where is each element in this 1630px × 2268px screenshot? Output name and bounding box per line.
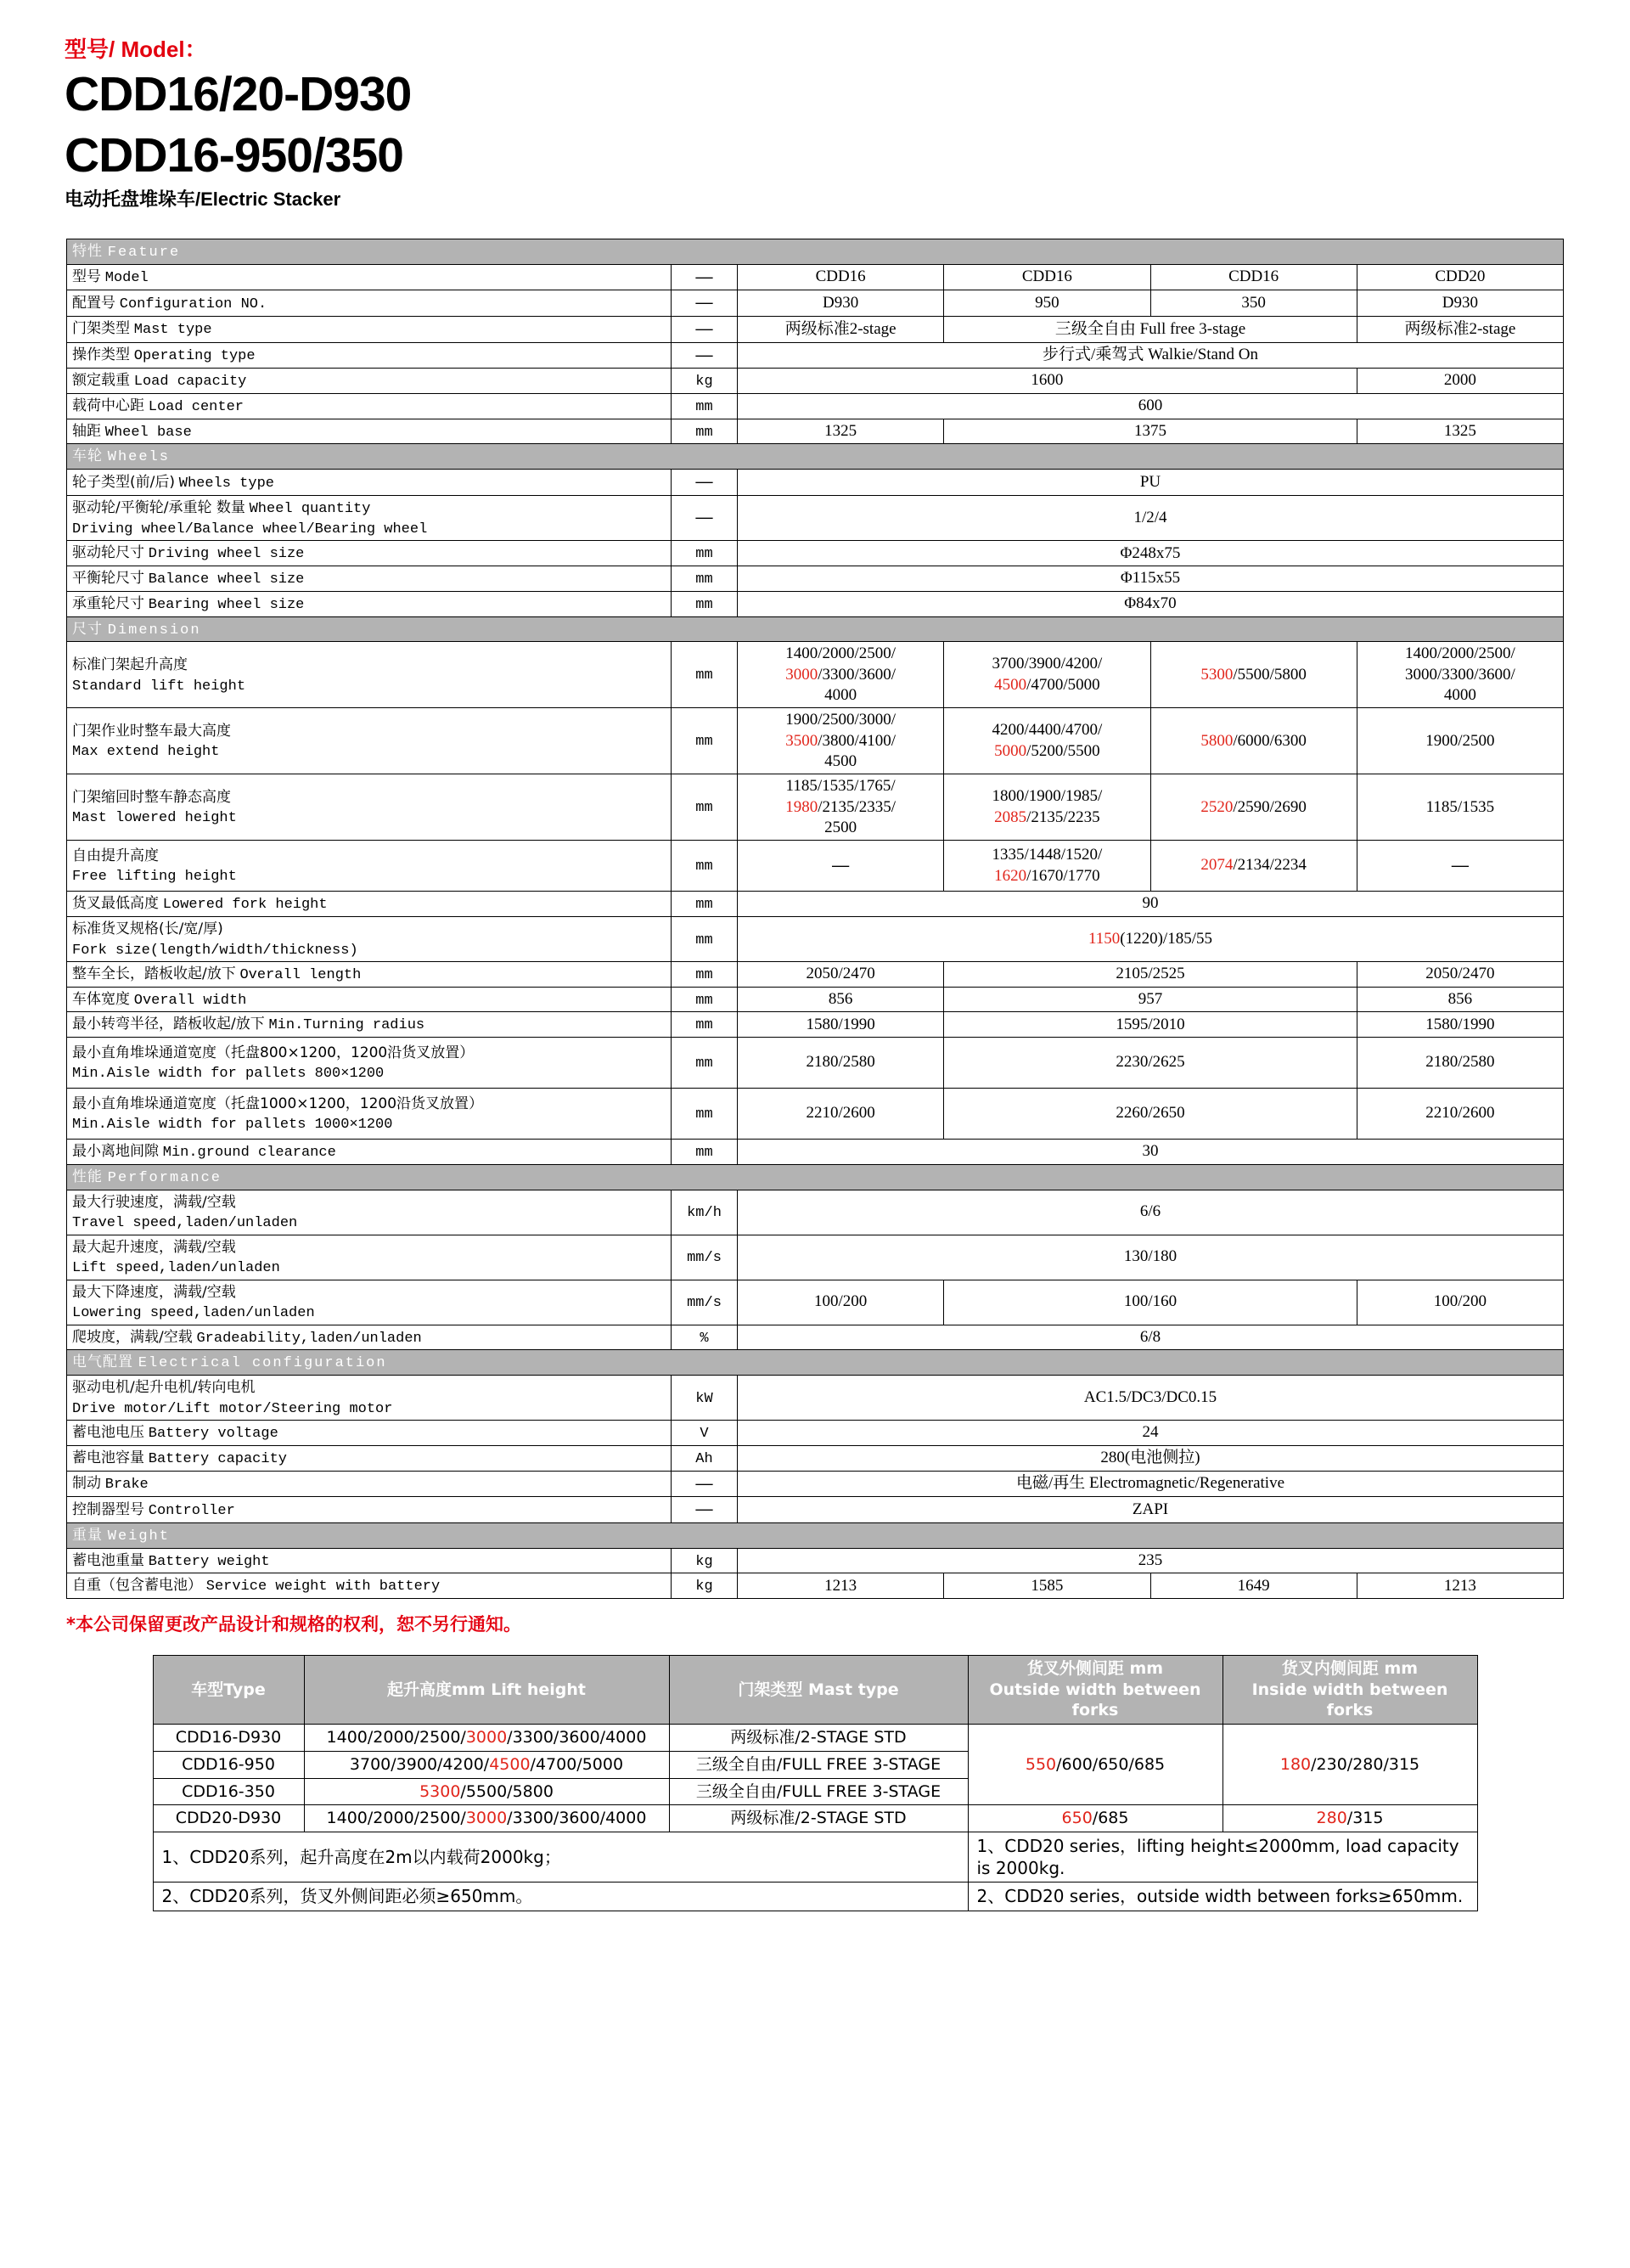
spec-row-value: 1585 (944, 1573, 1150, 1599)
spec-row-value: CDD16 (1150, 264, 1357, 290)
specification-table (66, 239, 1564, 1599)
spec-row (67, 264, 1564, 290)
spec-row-label: 平衡轮尺寸 Balance wheel size (67, 566, 672, 592)
spec-row (67, 591, 1564, 616)
section-title: 重量 Weight (67, 1522, 1564, 1548)
spec-row-value: 130/180 (738, 1235, 1564, 1280)
spec-row-value: 2074/2134/2234 (1150, 841, 1357, 892)
spec-row-value: 1335/1448/1520/ 1620/1670/1770 (944, 841, 1150, 892)
spec-row-unit: mm (672, 708, 738, 774)
spec-row-unit: % (672, 1325, 738, 1350)
spec-row-value: 1400/2000/2500/ 3000/3300/3600/ 4000 (738, 642, 944, 708)
spec-row-label: 最小离地间隙 Min.ground clearance (67, 1140, 672, 1165)
spec-row-unit: mm (672, 1140, 738, 1165)
spec-row-label: 最大下降速度，满载/空载 Lowering speed,laden/unladen (67, 1280, 672, 1325)
spec-section-header (67, 1522, 1564, 1548)
spec-row-value: 1595/2010 (944, 1012, 1357, 1038)
spec-row-value: 1800/1900/1985/ 2085/2135/2235 (944, 774, 1150, 841)
spec-row (67, 393, 1564, 419)
spec-row-value: 6/6 (738, 1190, 1564, 1235)
bottom-note-cn: 2、CDD20系列，货叉外侧间距必须≥650mm。 (153, 1882, 968, 1911)
spec-row-label: 驱动电机/起升电机/转向电机 Drive motor/Lift motor/Steering motor (67, 1376, 672, 1421)
spec-row-label: 蓄电池重量 Battery weight (67, 1548, 672, 1573)
bottom-note-row (153, 1832, 1477, 1882)
spec-row (67, 987, 1564, 1012)
spec-row-value: CDD16 (738, 264, 944, 290)
spec-row-label: 额定载重 Load capacity (67, 369, 672, 394)
spec-row-value: 2050/2470 (1357, 961, 1563, 987)
spec-row (67, 841, 1564, 892)
spec-row-value: 1580/1990 (1357, 1012, 1563, 1038)
spec-row-unit: mm (672, 774, 738, 841)
spec-row-value: 30 (738, 1140, 1564, 1165)
spec-row-value: 2210/2600 (1357, 1089, 1563, 1140)
spec-row-unit: mm (672, 841, 738, 892)
spec-row-value: 两级标准2-stage (1357, 317, 1563, 343)
spec-row-value: 6/8 (738, 1325, 1564, 1350)
bottom-type-cell: CDD20-D930 (153, 1805, 304, 1832)
spec-row (67, 369, 1564, 394)
spec-row-unit: — (672, 470, 738, 496)
spec-row-value: 1213 (1357, 1573, 1563, 1599)
spec-row (67, 419, 1564, 444)
spec-section-header (67, 444, 1564, 470)
spec-row-label: 整车全长，踏板收起/放下 Overall length (67, 961, 672, 987)
spec-row-unit: mm (672, 892, 738, 917)
spec-row-label: 蓄电池电压 Battery voltage (67, 1421, 672, 1446)
spec-row-value: 4200/4400/4700/ 5000/5200/5500 (944, 708, 1150, 774)
section-title: 性能 Performance (67, 1164, 1564, 1190)
bottom-table-header-cell: 货叉外侧间距 mm Outside width between forks (968, 1656, 1222, 1725)
spec-row (67, 1421, 1564, 1446)
spec-row-value: 100/200 (1357, 1280, 1563, 1325)
spec-row-unit: mm (672, 419, 738, 444)
spec-row-value: D930 (1357, 290, 1563, 317)
spec-row-value: CDD20 (1357, 264, 1563, 290)
model-label: 型号/ Model： (65, 37, 207, 62)
spec-row-unit: mm (672, 642, 738, 708)
spec-row-value: 2520/2590/2690 (1150, 774, 1357, 841)
spec-row-label: 蓄电池容量 Battery capacity (67, 1445, 672, 1471)
spec-row-unit: — (672, 1497, 738, 1523)
spec-row (67, 1089, 1564, 1140)
spec-row-label: 承重轮尺寸 Bearing wheel size (67, 591, 672, 616)
spec-row-value: 1325 (1357, 419, 1563, 444)
spec-row-value: 1213 (738, 1573, 944, 1599)
bottom-type-cell: CDD16-350 (153, 1778, 304, 1805)
bottom-lift-height-cell: 1400/2000/2500/3000/3300/3600/4000 (304, 1805, 669, 1832)
spec-row-value: 电磁/再生 Electromagnetic/Regenerative (738, 1471, 1564, 1497)
bottom-lift-height-cell: 5300/5500/5800 (304, 1778, 669, 1805)
spec-row-value: — (1357, 841, 1563, 892)
spec-row-label: 货叉最低高度 Lowered fork height (67, 892, 672, 917)
product-subtitle: 电动托盘堆垛车/Electric Stacker (65, 189, 341, 211)
spec-row-unit: kg (672, 369, 738, 394)
bottom-lift-height-cell: 3700/3900/4200/4500/4700/5000 (304, 1751, 669, 1778)
spec-row (67, 566, 1564, 592)
spec-row-value: 100/200 (738, 1280, 944, 1325)
spec-row-label: 标准货叉规格(长/宽/厚) Fork size(length/width/thickness) (67, 916, 672, 961)
spec-row-value: — (738, 841, 944, 892)
spec-row-unit: Ah (672, 1445, 738, 1471)
spec-section-header (67, 1350, 1564, 1376)
spec-row-value: 1185/1535 (1357, 774, 1563, 841)
spec-row-unit: — (672, 317, 738, 343)
spec-row (67, 708, 1564, 774)
spec-row-value: 3700/3900/4200/ 4500/4700/5000 (944, 642, 1150, 708)
bottom-outside-width-cell: 650/685 (968, 1805, 1222, 1832)
spec-row-label: 型号 Model (67, 264, 672, 290)
spec-row-value: 957 (944, 987, 1357, 1012)
bottom-type-cell: CDD16-D930 (153, 1725, 304, 1752)
section-title: 特性 Feature (67, 239, 1564, 265)
spec-row (67, 1140, 1564, 1165)
spec-row-unit: kg (672, 1548, 738, 1573)
bottom-table-header-row (153, 1656, 1477, 1725)
spec-row-value: Φ84x70 (738, 591, 1564, 616)
spec-row-value: 两级标准2-stage (738, 317, 944, 343)
spec-row-label: 车体宽度 Overall width (67, 987, 672, 1012)
spec-row-value: Φ248x75 (738, 541, 1564, 566)
spec-row (67, 290, 1564, 317)
bottom-mast-type-cell: 两级标准/2-STAGE STD (669, 1805, 968, 1832)
bottom-note-en: 1、CDD20 series，lifting height≤2000mm, load capacity is 2000kg. (968, 1832, 1477, 1882)
spec-row-label: 自由提升高度 Free lifting height (67, 841, 672, 892)
spec-row-value: 2180/2580 (738, 1038, 944, 1089)
section-title: 电气配置 Electrical configuration (67, 1350, 1564, 1376)
spec-row-value: 2000 (1357, 369, 1563, 394)
spec-row-label: 最小转弯半径，踏板收起/放下 Min.Turning radius (67, 1012, 672, 1038)
spec-row (67, 1471, 1564, 1497)
spec-row-label: 最大行驶速度，满载/空载 Travel speed,laden/unladen (67, 1190, 672, 1235)
bottom-note-en: 2、CDD20 series，outside width between forks≥650mm. (968, 1882, 1477, 1911)
spec-row (67, 1376, 1564, 1421)
spec-row (67, 1325, 1564, 1350)
spec-row-value: 600 (738, 393, 1564, 419)
spec-row-unit: — (672, 495, 738, 541)
spec-row-value: ZAPI (738, 1497, 1564, 1523)
bottom-lift-height-cell: 1400/2000/2500/3000/3300/3600/4000 (304, 1725, 669, 1752)
spec-row-value: 1400/2000/2500/ 3000/3300/3600/ 4000 (1357, 642, 1563, 708)
section-title: 尺寸 Dimension (67, 616, 1564, 642)
spec-row (67, 916, 1564, 961)
model-title-primary: CDD16/20-D930 (65, 67, 412, 121)
spec-row-unit: kg (672, 1573, 738, 1599)
document-header (51, 32, 1579, 211)
spec-row-unit: — (672, 264, 738, 290)
spec-row-unit: mm (672, 393, 738, 419)
bottom-mast-type-cell: 三级全自由/FULL FREE 3-STAGE (669, 1778, 968, 1805)
bottom-table-wrap (51, 1655, 1579, 1911)
spec-row (67, 317, 1564, 343)
spec-row-label: 最大起升速度，满载/空载 Lift speed,laden/unladen (67, 1235, 672, 1280)
spec-row-value: 350 (1150, 290, 1357, 317)
disclaimer-text: *本公司保留更改产品设计和规格的权利，恕不另行通知。 (66, 1614, 521, 1635)
spec-row-value: 2260/2650 (944, 1089, 1357, 1140)
spec-row-value: 2105/2525 (944, 961, 1357, 987)
spec-row (67, 961, 1564, 987)
spec-row-value: Φ115x55 (738, 566, 1564, 592)
spec-row-value: 950 (944, 290, 1150, 317)
lift-height-matrix-table (153, 1655, 1478, 1911)
bottom-mast-type-cell: 三级全自由/FULL FREE 3-STAGE (669, 1751, 968, 1778)
spec-row-unit: mm (672, 1038, 738, 1089)
spec-row (67, 541, 1564, 566)
spec-row (67, 1497, 1564, 1523)
spec-row-value: D930 (738, 290, 944, 317)
spec-row-unit: km/h (672, 1190, 738, 1235)
spec-row-value: 步行式/乘驾式 Walkie/Stand On (738, 342, 1564, 369)
section-title: 车轮 Wheels (67, 444, 1564, 470)
model-title-secondary: CDD16-950/350 (65, 127, 403, 183)
spec-table-wrap (51, 239, 1579, 1599)
spec-row-unit: mm (672, 591, 738, 616)
bottom-inside-width-cell: 180/230/280/315 (1222, 1725, 1477, 1805)
spec-row-label: 标准门架起升高度 Standard lift height (67, 642, 672, 708)
spec-row (67, 1445, 1564, 1471)
spec-row-label: 驱动轮/平衡轮/承重轮 数量 Wheel quantity Driving wheel/Balance wheel/Bearing wheel (67, 495, 672, 541)
spec-row-value: 280(电池侧拉) (738, 1445, 1564, 1471)
spec-row-unit: V (672, 1421, 738, 1446)
spec-row-label: 门架类型 Mast type (67, 317, 672, 343)
spec-section-header (67, 616, 1564, 642)
bottom-note-cn: 1、CDD20系列，起升高度在2m以内载荷2000kg； (153, 1832, 968, 1882)
spec-row-label: 轴距 Wheel base (67, 419, 672, 444)
spec-row (67, 1280, 1564, 1325)
spec-row-value: 1900/2500 (1357, 708, 1563, 774)
spec-row-unit: mm/s (672, 1235, 738, 1280)
spec-row-value: 1600 (738, 369, 1357, 394)
spec-row-label: 驱动轮尺寸 Driving wheel size (67, 541, 672, 566)
spec-row-value: 1649 (1150, 1573, 1357, 1599)
spec-row (67, 495, 1564, 541)
spec-row-label: 门架作业时整车最大高度 Max extend height (67, 708, 672, 774)
spec-row-value: 1150(1220)/185/55 (738, 916, 1564, 961)
spec-row-value: 90 (738, 892, 1564, 917)
spec-row (67, 470, 1564, 496)
spec-row-value: AC1.5/DC3/DC0.15 (738, 1376, 1564, 1421)
bottom-table-row (153, 1725, 1477, 1752)
bottom-table-header-cell: 门架类型 Mast type (669, 1656, 968, 1725)
spec-row-value: 1580/1990 (738, 1012, 944, 1038)
spec-row-value: 856 (738, 987, 944, 1012)
spec-row (67, 1012, 1564, 1038)
bottom-table-row (153, 1805, 1477, 1832)
spec-row-label: 最小直角堆垛通道宽度（托盘1000×1200，1200沿货叉放置） Min.Aisle width for pallets 1000×1200 (67, 1089, 672, 1140)
spec-row-value: 2210/2600 (738, 1089, 944, 1140)
spec-row-unit: mm/s (672, 1280, 738, 1325)
bottom-outside-width-cell: 550/600/650/685 (968, 1725, 1222, 1805)
spec-row-unit: — (672, 1471, 738, 1497)
spec-row-value: 1375 (944, 419, 1357, 444)
spec-row-value: 1325 (738, 419, 944, 444)
spec-row-value: 2230/2625 (944, 1038, 1357, 1089)
spec-row-unit: — (672, 290, 738, 317)
spec-row-unit: mm (672, 987, 738, 1012)
bottom-note-row (153, 1882, 1477, 1911)
spec-row-unit: mm (672, 1012, 738, 1038)
spec-row-label: 载荷中心距 Load center (67, 393, 672, 419)
spec-row (67, 1038, 1564, 1089)
spec-row-value: PU (738, 470, 1564, 496)
spec-row (67, 1190, 1564, 1235)
spec-row-value: 1/2/4 (738, 495, 1564, 541)
bottom-table-header-cell: 车型Type (153, 1656, 304, 1725)
spec-row-unit: mm (672, 541, 738, 566)
spec-row (67, 342, 1564, 369)
spec-row-label: 门架缩回时整车静态高度 Mast lowered height (67, 774, 672, 841)
spec-row-value: 856 (1357, 987, 1563, 1012)
spec-row-unit: mm (672, 566, 738, 592)
spec-row-label: 制动 Brake (67, 1471, 672, 1497)
spec-row (67, 1573, 1564, 1599)
spec-row (67, 1548, 1564, 1573)
bottom-table-header-cell: 货叉内侧间距 mm Inside width between forks (1222, 1656, 1477, 1725)
bottom-type-cell: CDD16-950 (153, 1751, 304, 1778)
spec-row-label: 配置号 Configuration NO. (67, 290, 672, 317)
spec-row-value: 100/160 (944, 1280, 1357, 1325)
spec-row-value: 5800/6000/6300 (1150, 708, 1357, 774)
spec-row-value: CDD16 (944, 264, 1150, 290)
spec-row-unit: kW (672, 1376, 738, 1421)
bottom-table-header-cell: 起升高度mm Lift height (304, 1656, 669, 1725)
spec-row-value: 三级全自由 Full free 3-stage (944, 317, 1357, 343)
spec-section-header (67, 239, 1564, 265)
spec-row (67, 642, 1564, 708)
spec-row-value: 5300/5500/5800 (1150, 642, 1357, 708)
spec-row (67, 774, 1564, 841)
spec-row-label: 轮子类型(前/后) Wheels type (67, 470, 672, 496)
spec-row-unit: mm (672, 961, 738, 987)
spec-row-label: 自重（包含蓄电池） Service weight with battery (67, 1573, 672, 1599)
spec-row-value: 235 (738, 1548, 1564, 1573)
spec-row (67, 1235, 1564, 1280)
spec-row-unit: — (672, 342, 738, 369)
spec-row (67, 892, 1564, 917)
spec-row-value: 1185/1535/1765/ 1980/2135/2335/ 2500 (738, 774, 944, 841)
spec-row-unit: mm (672, 1089, 738, 1140)
spec-row-label: 最小直角堆垛通道宽度（托盘800×1200，1200沿货叉放置） Min.Aisle width for pallets 800×1200 (67, 1038, 672, 1089)
spec-row-value: 24 (738, 1421, 1564, 1446)
spec-row-label: 爬坡度，满载/空载 Gradeability,laden/unladen (67, 1325, 672, 1350)
bottom-inside-width-cell: 280/315 (1222, 1805, 1477, 1832)
spec-row-value: 2180/2580 (1357, 1038, 1563, 1089)
spec-row-unit: mm (672, 916, 738, 961)
spec-section-header (67, 1164, 1564, 1190)
spec-row-value: 2050/2470 (738, 961, 944, 987)
spec-row-label: 控制器型号 Controller (67, 1497, 672, 1523)
bottom-mast-type-cell: 两级标准/2-STAGE STD (669, 1725, 968, 1752)
spec-row-label: 操作类型 Operating type (67, 342, 672, 369)
spec-row-value: 1900/2500/3000/ 3500/3800/4100/ 4500 (738, 708, 944, 774)
